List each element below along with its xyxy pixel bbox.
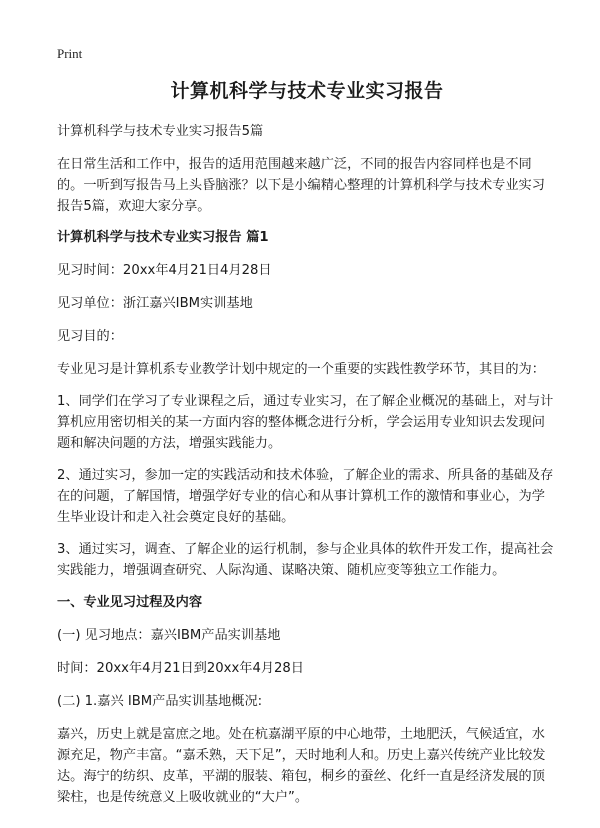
purpose-point-3: 3、通过实习，调查、了解企业的运行机制，参与企业具体的软件开发工作，提高社会实践能力，增强调查研究、人际沟通、谋略决策、随机应变等独立工作能力。 bbox=[57, 542, 554, 578]
print-label: Print bbox=[57, 46, 83, 61]
document-page bbox=[57, 78, 557, 819]
jiaxing-paragraph: 嘉兴，历史上就是富庶之地。处在杭嘉湖平原的中心地带，土地肥沃，气候适宜，水源充足，物产丰富。“嘉禾熟，天下足”，天时地利人和。历史上嘉兴传统产业比较发达。海宁的纺织、皮革，平湖的服装、箱包，桐乡的蚕丝、化纤一直是经济发展的顶梁柱，也是传统意义上吸收就业的“大户”。 bbox=[57, 727, 546, 805]
purpose-point-2: 2、通过实习，参加一定的实践活动和技术体验，了解企业的需求、所具备的基础及存在的问题，了解国情，增强学好专业的信心和从事计算机工作的激情和事业心，为学生毕业设计和走入社会奠定良好的基础。 bbox=[57, 468, 554, 525]
location-line: (一) 见习地点：嘉兴IBM产品实训基地 bbox=[57, 628, 281, 643]
document-title: 计算机科学与技术专业实习报告 bbox=[170, 80, 444, 102]
purpose-label: 见习目的： bbox=[57, 329, 123, 344]
section-heading: 一、专业见习过程及内容 bbox=[57, 595, 203, 610]
intro-paragraph: 在日常生活和工作中，报告的适用范围越来越广泛，不同的报告内容同样也是不同的。一听到写报告马上头昏脑涨？以下是小编精心整理的计算机科学与技术专业实习报告5篇，欢迎大家分享。 bbox=[57, 157, 545, 214]
overview-line: (二) 1.嘉兴 IBM产品实训基地概况: bbox=[57, 694, 263, 709]
internship-time: 见习时间：20xx年4月21日4月28日 bbox=[57, 263, 272, 278]
purpose-point-1: 1、同学们在学习了专业课程之后，通过专业实习，在了解企业概况的基础上，对与计算机应用密切相关的某一方面内容的整体概念进行分析，学会运用专业知识去发现问题和解决问题的方法，增强实践能力。 bbox=[57, 394, 554, 451]
document-subtitle: 计算机科学与技术专业实习报告5篇 bbox=[57, 124, 264, 139]
time-line: 时间：20xx年4月21日到20xx年4月28日 bbox=[57, 661, 304, 676]
part-heading: 计算机科学与技术专业实习报告 篇1 bbox=[57, 230, 269, 245]
internship-unit: 见习单位：浙江嘉兴IBM实训基地 bbox=[57, 296, 253, 311]
purpose-intro: 专业见习是计算机系专业教学计划中规定的一个重要的实践性教学环节，其目的为： bbox=[57, 362, 545, 377]
